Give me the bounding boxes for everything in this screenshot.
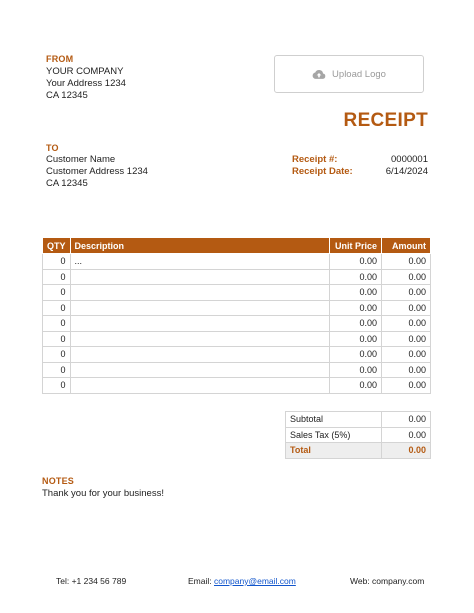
table-row — [43, 378, 431, 394]
unit-price-header: Unit Price — [330, 238, 382, 254]
description-cell[interactable] — [70, 378, 330, 394]
unit-price-cell[interactable]: 0.00 — [330, 254, 382, 270]
description-cell[interactable] — [70, 285, 330, 301]
items-table — [42, 237, 431, 394]
qty-cell[interactable]: 0 — [43, 285, 71, 301]
total-label: Total — [286, 443, 382, 459]
amount-cell[interactable]: 0.00 — [382, 362, 431, 378]
receipt-number-label: Receipt #: — [292, 154, 338, 165]
total-value: 0.00 — [382, 443, 431, 459]
unit-price-cell[interactable]: 0.00 — [330, 316, 382, 332]
receipt-date-row — [292, 166, 428, 177]
qty-cell[interactable]: 0 — [43, 331, 71, 347]
tax-value: 0.00 — [382, 427, 431, 443]
qty-cell[interactable]: 0 — [43, 254, 71, 270]
unit-price-cell[interactable]: 0.00 — [330, 331, 382, 347]
qty-cell[interactable]: 0 — [43, 378, 71, 394]
subtotal-value: 0.00 — [382, 412, 431, 428]
from-label: FROM — [46, 54, 74, 64]
amount-cell[interactable]: 0.00 — [382, 254, 431, 270]
amount-cell[interactable]: 0.00 — [382, 331, 431, 347]
footer-web: Web: company.com — [350, 576, 425, 586]
amount-cell[interactable]: 0.00 — [382, 378, 431, 394]
amount-cell[interactable]: 0.00 — [382, 285, 431, 301]
amount-cell[interactable]: 0.00 — [382, 269, 431, 285]
description-cell[interactable]: ... — [70, 254, 330, 270]
footer-tel: Tel: +1 234 56 789 — [56, 576, 127, 586]
table-row — [43, 269, 431, 285]
unit-price-cell[interactable]: 0.00 — [330, 378, 382, 394]
table-row — [43, 300, 431, 316]
amount-cell[interactable]: 0.00 — [382, 300, 431, 316]
amount-cell[interactable]: 0.00 — [382, 347, 431, 363]
qty-header: QTY — [43, 238, 71, 254]
from-city: CA 12345 — [46, 90, 88, 101]
unit-price-cell[interactable]: 0.00 — [330, 285, 382, 301]
qty-cell[interactable]: 0 — [43, 347, 71, 363]
table-row — [43, 285, 431, 301]
unit-price-cell[interactable]: 0.00 — [330, 300, 382, 316]
upload-logo-label: Upload Logo — [332, 68, 386, 80]
totals-table — [285, 411, 431, 459]
subtotal-label: Subtotal — [286, 412, 382, 428]
qty-cell[interactable]: 0 — [43, 300, 71, 316]
to-label: TO — [46, 143, 59, 153]
footer-email-link[interactable]: company@email.com — [213, 576, 296, 586]
tax-label: Sales Tax (5%) — [286, 427, 382, 443]
table-row — [43, 347, 431, 363]
description-header: Description — [70, 238, 330, 254]
receipt-date-value: 6/14/2024 — [385, 166, 428, 177]
to-customer-city: CA 12345 — [46, 178, 88, 189]
table-row — [43, 362, 431, 378]
to-customer-street: Customer Address 1234 — [46, 166, 148, 177]
table-row — [43, 331, 431, 347]
description-cell[interactable] — [70, 316, 330, 332]
total-row — [286, 443, 431, 459]
receipt-title: RECEIPT — [343, 110, 428, 131]
footer-email-label: Email: — [188, 576, 214, 586]
description-cell[interactable] — [70, 300, 330, 316]
unit-price-cell[interactable]: 0.00 — [330, 362, 382, 378]
amount-header: Amount — [382, 238, 431, 254]
receipt-number-row — [292, 154, 428, 165]
description-cell[interactable] — [70, 362, 330, 378]
notes-label: NOTES — [42, 476, 75, 486]
receipt-date-label: Receipt Date: — [292, 166, 353, 177]
tax-row — [286, 427, 431, 443]
description-cell[interactable] — [70, 269, 330, 285]
notes-text: Thank you for your business! — [42, 488, 164, 499]
description-cell[interactable] — [70, 331, 330, 347]
amount-cell[interactable]: 0.00 — [382, 316, 431, 332]
receipt-number-value: 0000001 — [391, 154, 428, 165]
qty-cell[interactable]: 0 — [43, 362, 71, 378]
to-customer-name: Customer Name — [46, 154, 116, 165]
from-address — [46, 66, 126, 102]
footer-email — [188, 576, 296, 586]
upload-logo-button[interactable] — [274, 55, 424, 93]
qty-cell[interactable]: 0 — [43, 269, 71, 285]
from-company: YOUR COMPANY — [46, 66, 124, 77]
description-cell[interactable] — [70, 347, 330, 363]
qty-cell[interactable]: 0 — [43, 316, 71, 332]
cloud-upload-icon — [312, 69, 326, 80]
table-row — [43, 254, 431, 270]
unit-price-cell[interactable]: 0.00 — [330, 347, 382, 363]
from-street: Your Address 1234 — [46, 78, 126, 89]
table-row — [43, 316, 431, 332]
to-address — [46, 154, 148, 190]
unit-price-cell[interactable]: 0.00 — [330, 269, 382, 285]
subtotal-row — [286, 412, 431, 428]
items-header-row — [43, 238, 431, 254]
